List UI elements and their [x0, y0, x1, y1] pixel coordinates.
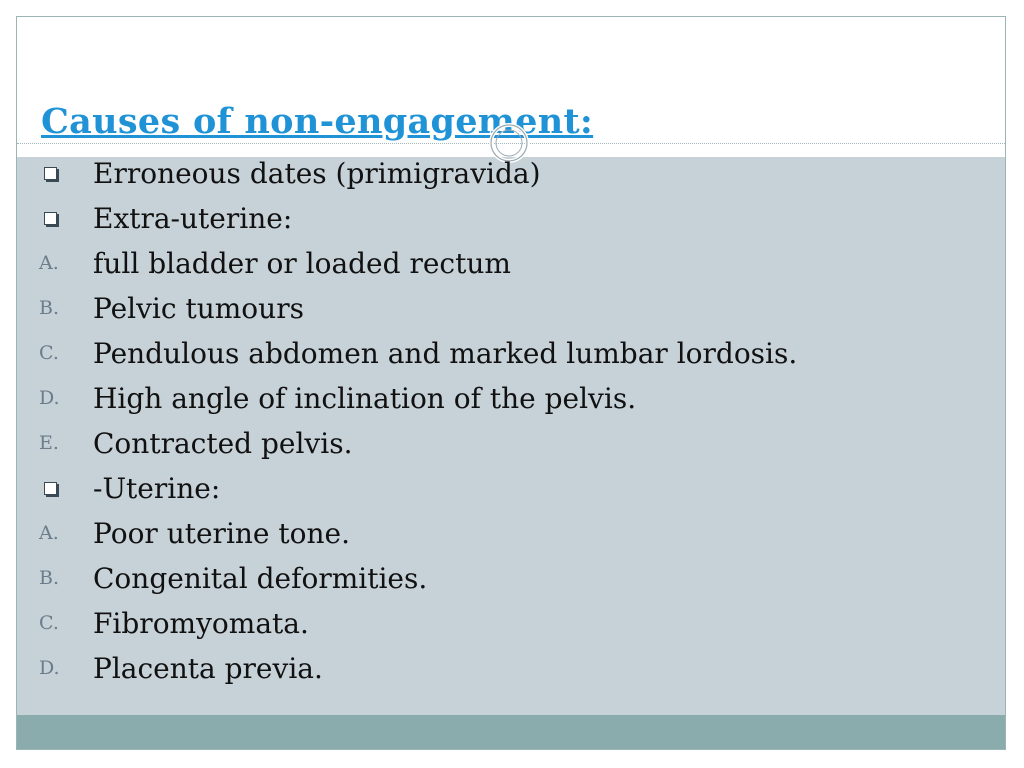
list-item-text: Placenta previa.: [93, 652, 323, 685]
list-item-text: Congenital deformities.: [93, 562, 428, 595]
letter-marker: A.: [39, 522, 59, 544]
checkbox-square-icon: [44, 482, 57, 495]
letter-marker: A.: [39, 252, 59, 274]
checkbox-square-icon: [44, 167, 57, 180]
letter-marker: C.: [39, 342, 59, 364]
list-item-text: High angle of inclination of the pelvis.: [93, 382, 637, 415]
list-item-text: Pelvic tumours: [93, 292, 304, 325]
letter-marker: B.: [39, 297, 60, 319]
footer-band: [17, 715, 1005, 749]
list-item-text: Erroneous dates (primigravida): [93, 157, 541, 190]
list-item-text: Contracted pelvis.: [93, 427, 353, 460]
slide: [16, 16, 1006, 750]
slide-title: Causes of non-engagement:: [41, 101, 594, 142]
checkbox-square-icon: [44, 212, 57, 225]
list-item-text: -Uterine:: [93, 472, 221, 505]
letter-marker: B.: [39, 567, 60, 589]
list-item-text: Poor uterine tone.: [93, 517, 351, 550]
list-item-text: full bladder or loaded rectum: [93, 247, 511, 280]
list-item-text: Pendulous abdomen and marked lumbar lordosis.: [93, 337, 798, 370]
letter-marker: D.: [39, 657, 60, 679]
letter-marker: D.: [39, 387, 60, 409]
list-item-text: Fibromyomata.: [93, 607, 309, 640]
letter-marker: C.: [39, 612, 59, 634]
list-item-text: Extra-uterine:: [93, 202, 293, 235]
letter-marker: E.: [39, 432, 59, 454]
